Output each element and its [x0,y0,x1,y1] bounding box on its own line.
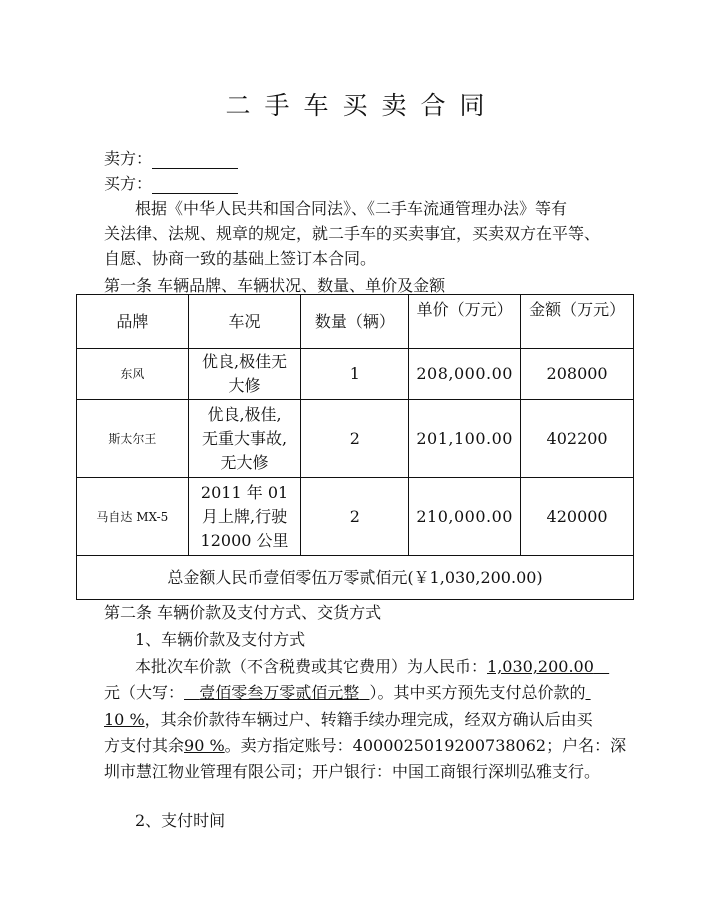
cell-unit-price: 210,000.00 [409,478,521,556]
payment-line-3 [104,707,593,730]
payment-line-2 [104,680,591,703]
cell-quantity: 2 [301,400,409,478]
header-brand: 品牌 [77,295,189,349]
payment-line-1 [135,654,609,677]
cell-condition [188,349,301,400]
intro-line-1: 根据《中华人民共和国合同法》、《二手车流通管理办法》等有 [135,199,568,218]
intro-line-2: 关法律、法规、规章的规定，就二手车的买卖事宜，买卖双方在平等、 [104,224,601,243]
table-total-row [77,556,634,600]
cell-quantity: 2 [301,478,409,556]
table-row [77,478,634,556]
condition-line: 2011 年 01 [200,482,289,502]
condition-line: 无重大事故, [202,428,288,448]
table-row [77,400,634,478]
condition-line: 月上牌,行驶 [202,506,288,526]
cell-amount: 402200 [521,400,634,478]
buyer-label: 买方： [104,174,153,193]
payment-text: 方支付其余 [104,736,185,755]
prepay-percent: 10 % [104,710,145,729]
cell-quantity: 1 [301,349,409,400]
intro-line-3: 自愿、协商一致的基础上签订本合同。 [104,249,377,268]
cell-brand: 东风 [77,349,189,400]
payment-text: 元（大写： [104,683,185,702]
total-price-value: 1,030,200.00 [487,657,594,676]
seller-blank [152,151,238,169]
payment-line-5: 圳市慧江物业管理有限公司；开户银行：中国工商银行深圳弘雅支行。 [104,762,601,781]
cell-brand: 马自达 MX-5 [77,478,189,556]
condition-line: 优良,极佳, [207,404,282,424]
seller-label: 卖方： [104,149,153,168]
cell-amount: 208000 [521,349,634,400]
header-amount: 金额（万元） [521,295,634,349]
cell-unit-price: 201,100.00 [409,400,521,478]
header-quantity: 数量（辆） [301,295,409,349]
payment-text: ）。其中买方预先支付总价款的 [369,683,586,702]
header-condition: 车况 [188,295,301,349]
section-1-title: 1、车辆价款及支付方式 [135,630,306,649]
payment-text: 本批次车价款（不含税费或其它费用）为人民币： [135,657,488,676]
amount-in-words: 壹佰零叁万零贰佰元整 [199,683,360,702]
payment-line-4 [104,733,626,756]
cell-brand: 斯太尔王 [77,400,189,478]
cell-amount: 420000 [521,478,634,556]
condition-line: 优良,极佳无 [202,352,288,371]
cell-unit-price: 208,000.00 [409,349,521,400]
document-title: 二手车买卖合同 [225,91,499,120]
cell-condition [188,400,301,478]
buyer-blank [152,176,238,194]
seller-line [104,146,238,169]
section-2-title: 2、支付时间 [135,811,226,830]
payment-text: 。卖方指定账号：4000025019200738062；户名：深 [224,736,627,755]
header-unit-price: 单价（万元） [409,295,521,349]
article-1-title: 第一条 车辆品牌、车辆状况、数量、单价及金额 [104,276,446,295]
condition-line: 无大修 [220,452,269,472]
table-row [77,349,634,400]
cell-condition [188,478,301,556]
condition-line: 大修 [228,376,261,395]
table-header-row [77,295,634,349]
buyer-line [104,171,238,194]
remaining-percent: 90 % [184,736,225,755]
payment-text: ，其余价款待车辆过户、转籍手续办理完成，经双方确认后由买 [144,710,593,729]
total-amount: 总金额人民币壹佰零伍万零贰佰元(￥1,030,200.00) [77,556,634,600]
condition-line: 12000 公里 [200,530,289,550]
vehicle-table [76,294,634,600]
article-2-title: 第二条 车辆价款及支付方式、交货方式 [104,603,382,622]
